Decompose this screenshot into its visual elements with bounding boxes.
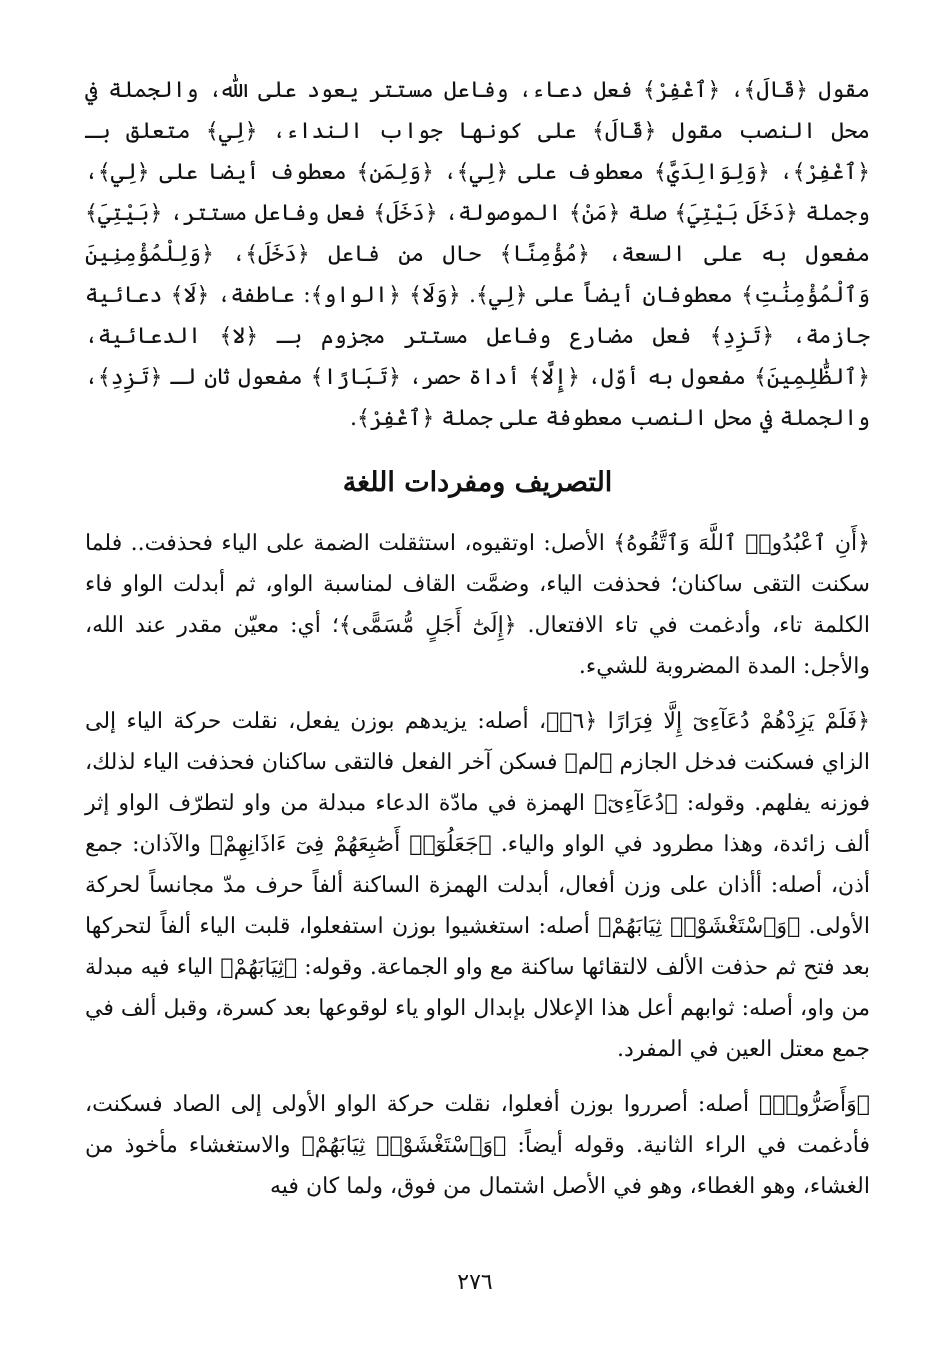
page-body: [85, 70, 870, 1221]
paragraph-tasrif-3: ﴿وَأَصَرُّوا۟﴾ أصله: أصرروا بوزن أفعلوا، نقلت حركة الواو الأولى إلى الصاد فسكنت، فأدغمت في الراء الثانية. وقوله أيضاً: ﴿وَٱسْتَغْشَوْا۟ ثِيَابَهُمْ﴾ والاستغشاء مأخوذ من الغشاء، وهو الغطاء، وهو في الأصل اشتمال من فوق، ولما كان فيه: [85, 1092, 870, 1199]
paragraph-tasrif-2: ﴿فَلَمْ يَزِدْهُمْ دُعَآءِىٓ إِلَّا فِرَارًا ﴿٦﴾﴾، أصله: يزيدهم بوزن يفعل، نقلت حركة الياء إلى الزاي فسكنت فدخل الجازم ﴿لم﴾ فسكن آخر الفعل فالتقى ساكنان فحذفت الياء لذلك، فوزنه يفلهم. وقوله: ﴿دُعَآءِىٓ﴾ الهمزة في مادّة الدعاء مبدلة من واو لتطرّف الواو إثر ألف زائدة، وهذا مطرود في الواو والياء. ﴿جَعَلُوٓا۟ أَصَٰبِعَهُمْ فِىٓ ءَاذَانِهِمْ﴾ والآذان: جمع أذن، أصله: أأذان على وزن أفعال، أبدلت الهمزة الساكنة ألفاً حرف مدّ مجانساً لحركة الأولى. ﴿وَٱسْتَغْشَوْا۟ ثِيَابَهُمْ﴾ أصله: استغشيوا بوزن استفعلوا، قلبت الياء ألفاً لتحركها بعد فتح ثم حذفت الألف لالتقائها ساكنة مع واو الجماعة. وقوله: ﴿ثِيَابَهُمْ﴾ الياء فيه مبدلة من واو، أصله: ثوابهم أعل هذا الإعلال بإبدال الواو ياء لوقوعها بعد كسرة، وقبل ألف في جمع معتل العين في المفرد.: [85, 709, 870, 1062]
section-heading: التصريف ومفردات اللغة: [342, 467, 613, 498]
paragraph-irab: مقول ﴿قَالَ﴾، ﴿ٱغْفِرْ﴾ فعل دعاء، وفاعل مستتر يعود على اللّٰه، والجملة في محل النصب مقول ﴿قَالَ﴾ على كونها جواب النداء، ﴿لِي﴾ متعلق بـ ﴿ٱغْفِرْ﴾، ﴿وَلِوَالِدَيَّ﴾ معطوف على ﴿لِي﴾، ﴿وَلِمَن﴾ معطوف أيضا على ﴿لِي﴾، وجملة ﴿دَخَلَ بَيْتِيَ﴾ صلة ﴿مَنْ﴾ الموصولة، ﴿دَخَلَ﴾ فعل وفاعل مستتر، ﴿بَيْتِيَ﴾ مفعول به على السعة، ﴿مُؤْمِنًا﴾ حال من فاعل ﴿دَخَلَ﴾، ﴿وَلِلْمُؤْمِنِينَ وَٱلْمُؤْمِنَٰتِ﴾ معطوفان أيضاً على ﴿لِي﴾. ﴿وَلَا﴾ ﴿الواو﴾: عاطفة، ﴿لَا﴾ دعائية جازمة، ﴿تَزِدِ﴾ فعل مضارع وفاعل مستتر مجزوم بـ ﴿لا﴾ الدعائية، ﴿ٱلظَّٰلِمِينَ﴾ مفعول به أوّل، ﴿إِلَّا﴾ أداة حصر، ﴿تَبَارًا﴾ مفعول ثان لـ ﴿تَزِدِ﴾، والجملة في محل النصب معطوفة على جملة ﴿ٱغْفِرْ﴾.: [85, 78, 871, 431]
page-number: ٢٧٦: [457, 1270, 493, 1295]
paragraph-tasrif-1: ﴿أَنِ ٱعْبُدُوا۟ ٱللَّهَ وَٱتَّقُوهُ﴾ الأصل: اوتقيوه، استثقلت الضمة على الياء فحذفت.. فلما سكنت التقى ساكنان؛ فحذفت الياء، وضمَّت القاف لمناسبة الواو، ثم أبدلت الواو فاء الكلمة تاء، وأدغمت في تاء الافتعال. ﴿إِلَىٰٓ أَجَلٍ مُّسَمًّى﴾؛ أي: معيّن مقدر عند الله، والأجل: المدة المضروبة للشيء.: [85, 531, 871, 679]
